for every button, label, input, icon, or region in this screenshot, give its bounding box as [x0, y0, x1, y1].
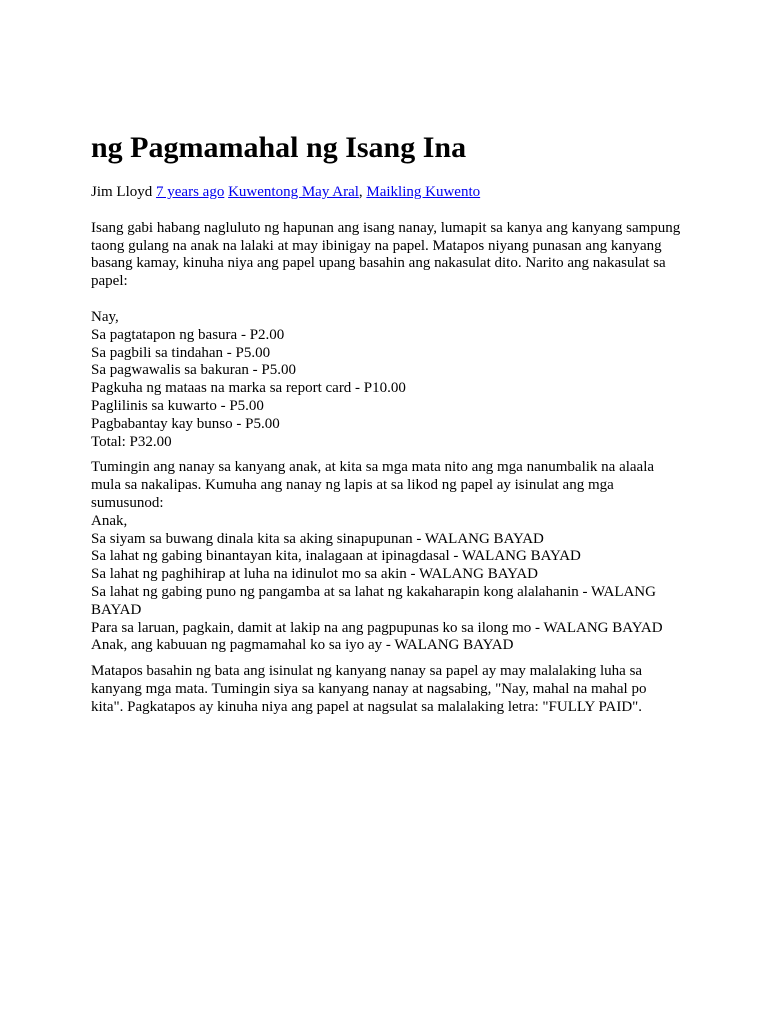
child-note-line: Pagkuha ng mataas na marka sa report card - P10.00 — [91, 380, 406, 397]
ending-paragraph: Matapos basahin ng bata ang isinulat ng kanyang nanay sa papel ay may malalaking luha sa kanyang mga mata. Tumingin siya sa kanyang nanay at nagsabing, "Nay, mahal na mahal po kita". Pagkatapos ay kinuha niya ang papel at nagsulat sa malalaking letra: "FULLY PAID". — [91, 663, 647, 715]
category-link-kuwentong-may-aral[interactable]: Kuwentong May Aral — [228, 184, 359, 200]
child-note-line: Sa pagwawalis sa bakuran - P5.00 — [91, 362, 296, 379]
child-note-line: Sa pagbili sa tindahan - P5.00 — [91, 344, 271, 361]
mother-note-total: Anak, ang kabuuan ng pagmamahal ko sa iyo ay - WALANG BAYAD — [91, 637, 514, 654]
article-meta — [91, 184, 681, 202]
category-separator: , — [358, 184, 367, 200]
intro-paragraph: Isang gabi habang nagluluto ng hapunan ang isang nanay, lumapit sa kanya ang kanyang sampung taong gulang na anak na lalaki at may ibinigay na papel. Matapos niyang punasan ang kanyang basang kamay, kinuha niya ang papel upang basahin ang nakasulat dito. Narito ang nakasulat sa papel: — [91, 219, 681, 290]
article-title: ng Pagmamahal ng Isang Ina — [91, 131, 467, 164]
mother-note-line: Anak, — [91, 512, 128, 529]
mother-note-line: Para sa laruan, pagkain, damit at lakip na ang pagpupunas ko sa ilong mo - WALANG BAYAD — [91, 619, 663, 636]
author-name: Jim Lloyd — [91, 184, 153, 200]
child-note-line: Sa pagtatapon ng basura - P2.00 — [91, 326, 285, 343]
child-note-line: Pagbabantay kay bunso - P5.00 — [91, 415, 280, 432]
category-link-maikling-kuwento[interactable]: Maikling Kuwento — [366, 184, 481, 200]
mother-note-line: Sa lahat ng gabing binantayan kita, inalagaan at ipinagdasal - WALANG BAYAD — [91, 548, 581, 565]
child-note-total: Total: P32.00 — [91, 433, 172, 450]
middle-paragraph: Tumingin ang nanay sa kanyang anak, at kita sa mga mata nito ang mga nanumbalik na alaala mula sa nakalipas. Kumuha ang nanay ng lapis at sa likod ng papel ay isinulat ang mga sumusunod: — [91, 459, 655, 511]
mother-note-line: Sa lahat ng paghihirap at luha na idinulot mo sa akin - WALANG BAYAD — [91, 566, 539, 583]
child-note — [91, 309, 681, 451]
mother-reply-block — [91, 459, 681, 655]
mother-note-line: Sa siyam sa buwang dinala kita sa aking sinapupunan - WALANG BAYAD — [91, 530, 544, 547]
child-note-line: Paglilinis sa kuwarto - P5.00 — [91, 397, 264, 414]
article — [91, 128, 681, 717]
mother-note-line: Sa lahat ng gabing puno ng pangamba at sa lahat ng kakaharapin kong alalahanin - WALANG BAYAD — [91, 583, 656, 618]
child-note-line: Nay, — [91, 308, 119, 325]
post-date-link[interactable]: 7 years ago — [156, 184, 225, 200]
